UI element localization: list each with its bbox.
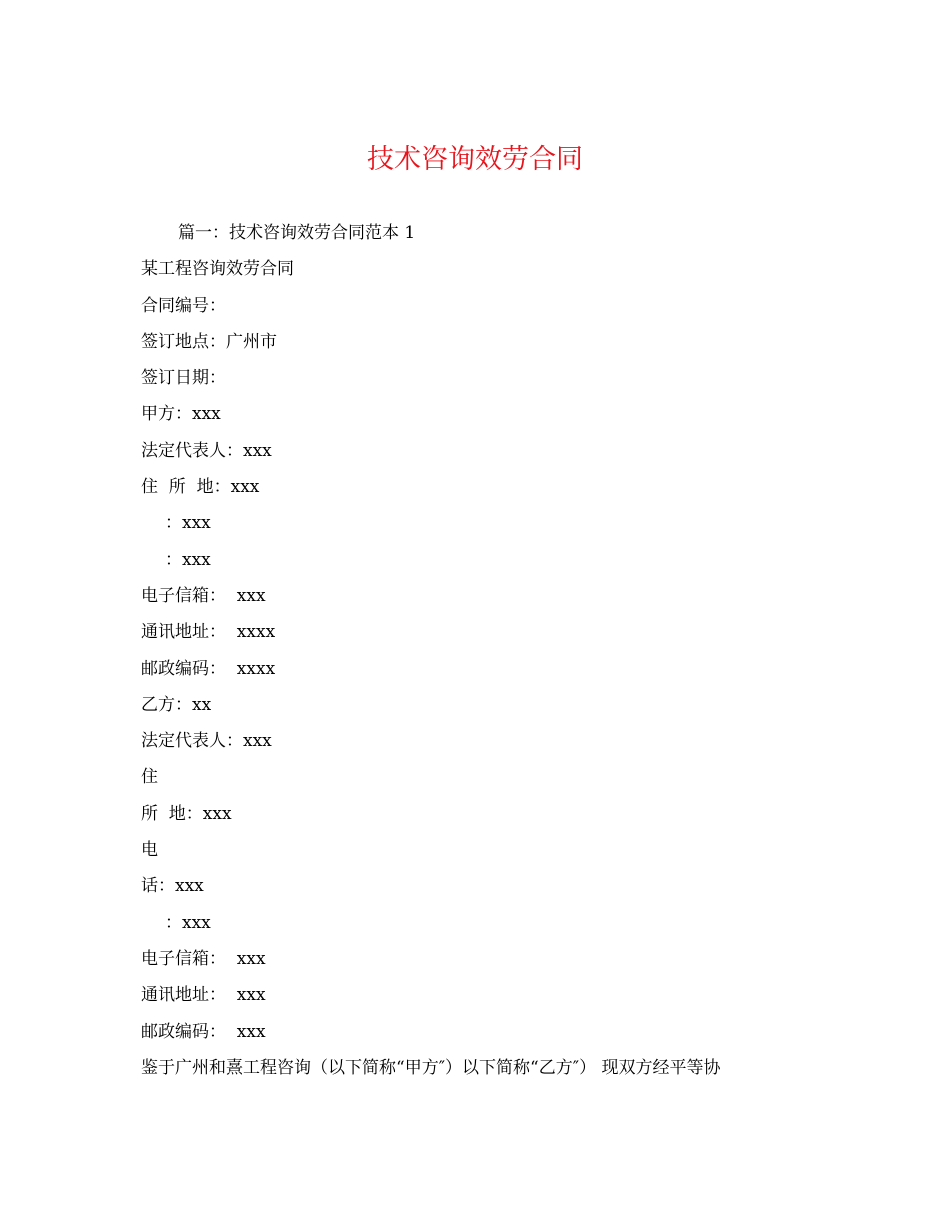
section-heading: 篇一：技术咨询效劳合同范本 1 xyxy=(178,223,416,243)
party-b-legal-rep: 法定代表人：xxx xyxy=(141,731,272,752)
party-b-field: ：xxx xyxy=(165,912,211,933)
party-b-address-label: 住 xyxy=(141,767,158,788)
party-a-address: 住 所 地：xxx xyxy=(141,477,260,498)
party-b-email: 电子信箱： xxx xyxy=(141,948,266,969)
party-a-email: 电子信箱： xxx xyxy=(141,585,266,606)
contract-number: 合同编号： xyxy=(141,295,226,316)
party-b-mail-address: 通讯地址： xxx xyxy=(141,985,266,1006)
signing-place: 签订地点：广州市 xyxy=(141,331,277,352)
party-a-mail-address: 通讯地址： xxxx xyxy=(141,622,276,643)
party-a-field: ：xxx xyxy=(165,513,211,534)
party-b-address: 所 地：xxx xyxy=(141,803,232,824)
party-a: 甲方：xxx xyxy=(141,404,221,425)
preamble-paragraph: 鉴于广州和熹工程咨询（以下简称“甲方″）以下简称“乙方″） 现双方经平等协 xyxy=(141,1057,721,1078)
party-a-legal-rep: 法定代表人：xxx xyxy=(141,440,272,461)
signing-date: 签订日期： xyxy=(141,368,226,389)
party-b-phone: 话：xxx xyxy=(141,876,204,897)
party-b-postal-code: 邮政编码： xxx xyxy=(141,1021,266,1042)
contract-name: 某工程咨询效劳合同 xyxy=(141,259,294,280)
party-a-field: ：xxx xyxy=(165,549,211,570)
party-b: 乙方：xx xyxy=(141,694,212,715)
document-title: 技术咨询效劳合同 xyxy=(367,144,583,175)
party-a-postal-code: 邮政编码： xxxx xyxy=(141,658,276,679)
party-b-phone-label: 电 xyxy=(141,840,158,861)
document-body xyxy=(141,215,821,1086)
